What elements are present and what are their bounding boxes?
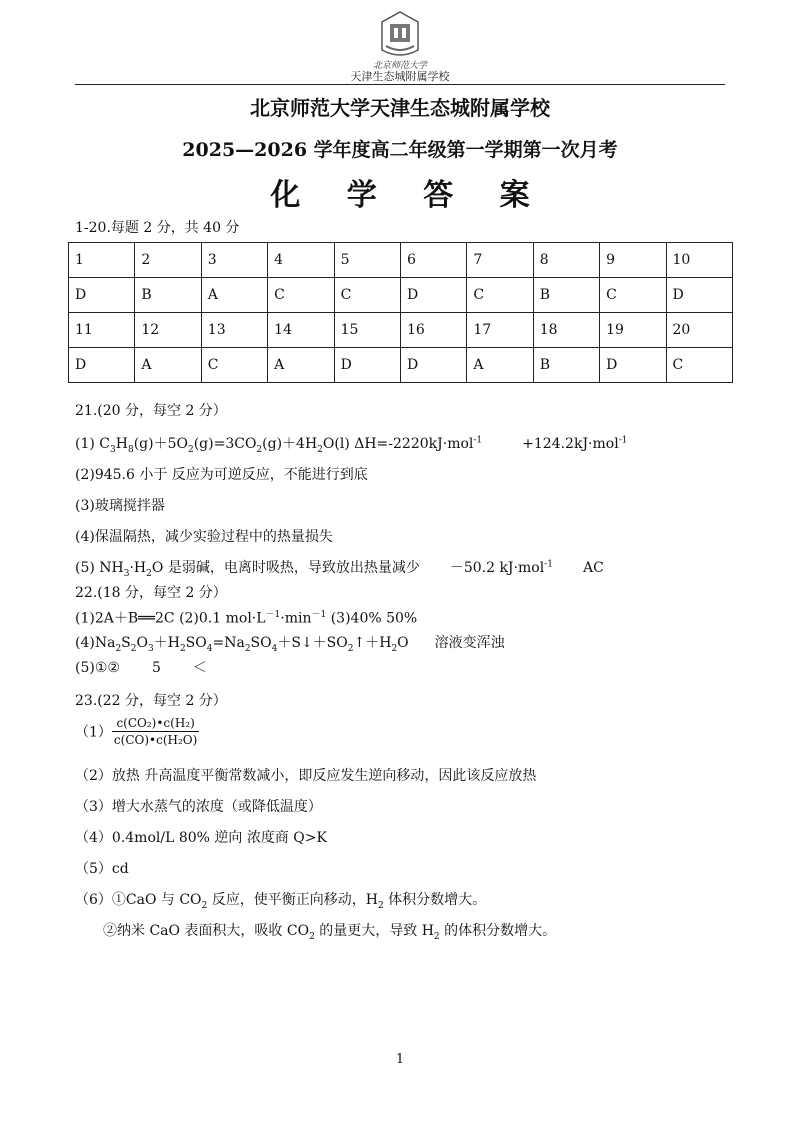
- table-cell: D: [69, 278, 135, 313]
- answer-table: [68, 242, 733, 383]
- table-cell: 15: [334, 313, 400, 348]
- logo-caption: 天津生态城附属学校: [350, 70, 450, 83]
- table-cell: C: [600, 278, 666, 313]
- table-row: [69, 348, 733, 383]
- q21-answer-5: (5) $NH_3\cdot H_2O$ 是弱碱，电离时吸热，导致放出热量减少 －50.2 kJ·mol$^{-1}$ AC: [75, 559, 604, 579]
- q23-answer-3: （3）增大水蒸气的浓度（或降低温度）: [75, 799, 322, 815]
- page-number: 1: [395, 1052, 405, 1067]
- q22-answer-4: $(4)Na_2S_2O_3+H_2SO_4=Na_2SO_4+S↓+SO_2↑+H_2O$ 溶液变浑浊: [75, 635, 505, 654]
- header-divider: [75, 84, 725, 85]
- table-cell: C: [201, 348, 267, 383]
- table-cell: 16: [400, 313, 466, 348]
- q21-heading: 21.(20 分，每空 2 分）: [75, 403, 227, 419]
- table-cell: C: [268, 278, 334, 313]
- table-cell: 8: [533, 243, 599, 278]
- q22-heading: 22.(18 分，每空 2 分）: [75, 585, 227, 601]
- table-cell: D: [334, 348, 400, 383]
- table-cell: 13: [201, 313, 267, 348]
- school-logo: [368, 10, 432, 60]
- table-row: [69, 313, 733, 348]
- table-cell: D: [400, 278, 466, 313]
- q23-answer-5: （5）cd: [75, 861, 129, 877]
- table-row: [69, 278, 733, 313]
- table-cell: C: [467, 278, 533, 313]
- table-cell: 11: [69, 313, 135, 348]
- table-cell: 20: [666, 313, 732, 348]
- q23-answer-6: （6）①CaO 与 $CO_2$ 反应，使平衡正向移动，$H_2$ 体积分数增大。: [75, 892, 487, 911]
- table-cell: B: [135, 278, 201, 313]
- school-title: 北京师范大学天津生态城附属学校: [250, 96, 550, 120]
- table-cell: 3: [201, 243, 267, 278]
- q21-answer-1: (1) $C_3H_8(g)+5O_2(g)=3CO_2(g)+4H_2O(l)$ ΔH=-2220kJ·mol$^{-1}$ +124.2kJ·mol$^{-1}$: [75, 435, 628, 455]
- table-cell: A: [268, 348, 334, 383]
- table-cell: B: [533, 348, 599, 383]
- q23-heading: 23.(22 分，每空 2 分）: [75, 693, 227, 709]
- table-cell: 2: [135, 243, 201, 278]
- q22-answer-5: (5)①② 5 ＜: [75, 660, 207, 676]
- q21-answer-2: (2)945.6 小于 反应为可逆反应，不能进行到底: [75, 467, 368, 483]
- table-cell: 17: [467, 313, 533, 348]
- table-cell: D: [400, 348, 466, 383]
- q23-answer-1: （1） $\frac{\text{c(CO₂)•c(H₂)}}{\text{c(CO)•c(H₂O)}}$: [75, 716, 198, 747]
- q23-answer-2: （2）放热 升高温度平衡常数减小，即反应发生逆向移动，因此该反应放热: [75, 768, 537, 784]
- table-cell: 4: [268, 243, 334, 278]
- q21-answer-4: (4)保温隔热，减少实验过程中的热量损失: [75, 529, 333, 545]
- table-cell: 14: [268, 313, 334, 348]
- section1-heading: 1-20.每题 2 分，共 40 分: [75, 220, 240, 236]
- exam-title: 2025—2026 学年度高二年级第一学期第一次月考: [182, 139, 618, 161]
- equilibrium-constant-fraction: $\frac{\text{c(CO₂)•c(H₂)}}{\text{c(CO)•c(H₂O)}}$: [113, 716, 198, 747]
- table-cell: 19: [600, 313, 666, 348]
- table-row: [69, 243, 733, 278]
- table-cell: 12: [135, 313, 201, 348]
- q21-answer-3: (3)玻璃搅拌器: [75, 498, 165, 514]
- logo-caption-script: 北京师范大学: [372, 61, 427, 71]
- table-cell: C: [334, 278, 400, 313]
- table-cell: A: [201, 278, 267, 313]
- table-cell: 9: [600, 243, 666, 278]
- table-cell: D: [69, 348, 135, 383]
- q22-answer-1: (1)2A＋B══2C (2)0.1 $mol\cdot L^{-1}\cdot\min^{-1}$ (3)40% 50%: [75, 610, 418, 627]
- table-cell: D: [666, 278, 732, 313]
- table-cell: 7: [467, 243, 533, 278]
- table-cell: 10: [666, 243, 732, 278]
- table-cell: 6: [400, 243, 466, 278]
- table-cell: D: [600, 348, 666, 383]
- table-cell: 18: [533, 313, 599, 348]
- table-cell: A: [135, 348, 201, 383]
- table-cell: 1: [69, 243, 135, 278]
- q23-answer-6-2: ②纳米 CaO 表面积大，吸收 $CO_2$ 的量更大，导致 $H_2$ 的体积分数增大。: [103, 923, 557, 942]
- table-cell: C: [666, 348, 732, 383]
- page-title: 化 学 答 案: [270, 178, 548, 213]
- table-cell: 5: [334, 243, 400, 278]
- table-cell: B: [533, 278, 599, 313]
- table-cell: A: [467, 348, 533, 383]
- q23-answer-4: （4）0.4mol/L 80% 逆向 浓度商 Q>K: [75, 830, 327, 846]
